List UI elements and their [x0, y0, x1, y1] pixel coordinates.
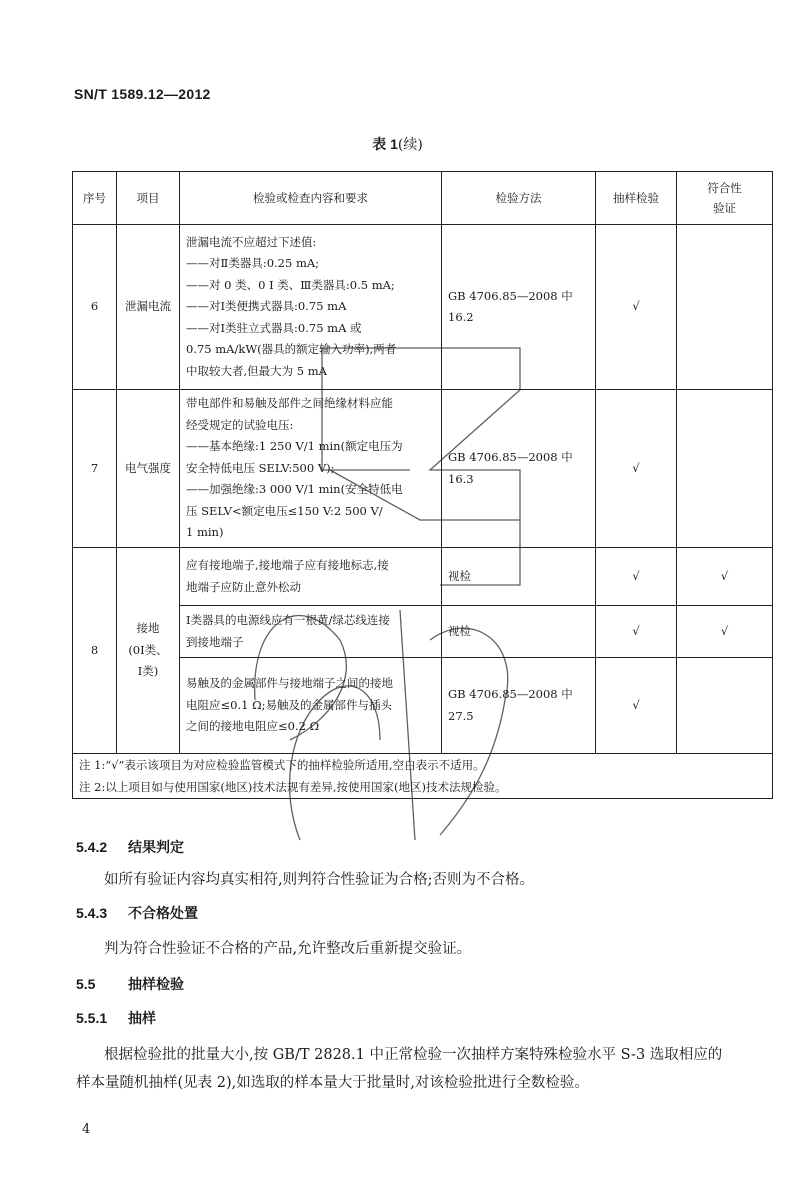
method-line: GB 4706.85—2008 中: [448, 687, 573, 701]
method-line: 16.2: [448, 310, 474, 324]
section-5-4-2-text: [76, 866, 776, 894]
watermark-stroke: [290, 686, 380, 840]
watermark-stroke: [322, 348, 520, 585]
paragraph-text: 判为符合性验证不合格的产品,允许整改后重新提交验证。: [104, 941, 472, 957]
paragraph-line: [76, 1041, 776, 1069]
req-line: 泄漏电流不应超过下述值:: [186, 234, 317, 249]
req-line: 带电部件和易触及部件之间绝缘材料应能: [186, 396, 393, 411]
req-line: ——对Ⅱ类器具:0.25 mA;: [186, 256, 320, 271]
method-line: GB 4706.85—2008 中: [448, 288, 573, 303]
row6-seq: 6: [73, 225, 117, 390]
section-number: 5.5.1: [76, 1010, 108, 1026]
col-conformity-header-line2: 验证: [713, 201, 736, 215]
table-caption-title: 表 1: [372, 136, 398, 152]
row7-item: 电气强度: [117, 390, 180, 548]
page-number: 4: [82, 1122, 91, 1137]
req-line: 应有接地端子,接地端子应有接地标志,接: [186, 558, 389, 572]
section-title: 抽样检验: [128, 976, 184, 992]
row8b-conformity-check: √: [677, 606, 773, 658]
row8c-sampling-check: √: [596, 658, 677, 754]
item-line: (0Ⅰ类、: [128, 642, 168, 657]
req-line: 1 min): [186, 525, 224, 540]
section-5-5-1-text: [76, 1041, 776, 1097]
row8b-method: 视检: [442, 606, 596, 658]
method-line: 27.5: [448, 708, 474, 723]
col-method-header: 检验方法: [442, 172, 596, 225]
req-line: 之间的接地电阻应≤0.2 Ω: [186, 719, 320, 734]
section-title: 不合格处置: [128, 905, 198, 921]
req-line: 地端子应防止意外松动: [186, 579, 301, 594]
row6-item: 泄漏电流: [117, 225, 180, 390]
section-5-4-3-heading: [76, 903, 198, 923]
section-5-4-3-text: [76, 935, 776, 963]
col-seq-header: 序号: [73, 172, 117, 225]
row7-sampling-check: √: [596, 390, 677, 548]
section-number: 5.4.2: [76, 839, 108, 855]
section-5-5-heading: [76, 974, 184, 994]
item-line: 接地: [136, 621, 160, 636]
col-sampling-header: 抽样检验: [596, 172, 677, 225]
table-note-2: 注 2:以上项目如与使用国家(地区)技术法规有差异,按使用国家(地区)技术法规检验。: [79, 780, 507, 794]
req-line: 易触及的金属部件与接地端子之间的接地: [186, 676, 393, 691]
paragraph-text: 根据检验批的批量大小,按 GB/T 2828.1 中正常检验一次抽样方案特殊检验水平 S-3 选取相应的: [104, 1047, 723, 1063]
item-line: Ⅰ类): [137, 664, 159, 679]
row7-seq: 7: [73, 390, 117, 548]
row8a-sampling-check: √: [596, 548, 677, 606]
col-conformity-header-line1: 符合性: [707, 181, 742, 195]
req-line: Ⅰ类器具的电源线应有一根黄/绿芯线连接: [186, 613, 390, 627]
req-line: 压 SELV<额定电压≤150 V:2 500 V/: [186, 503, 383, 518]
req-line: 中取较大者,但最大为 5 mA: [186, 363, 327, 378]
document-code: SN/T 1589.12—2012: [74, 86, 211, 102]
watermark-stroke: [255, 616, 347, 740]
req-line: ——对Ⅰ类驻立式器具:0.75 mA 或: [186, 320, 362, 335]
req-line: 到接地端子: [186, 634, 244, 649]
req-line: ——基本绝缘:1 250 V/1 min(额定电压为: [186, 439, 403, 454]
row8a-method: 视检: [442, 548, 596, 606]
col-content-header: 检验或检查内容和要求: [180, 172, 442, 225]
paragraph-line: 样本量随机抽样(见表 2),如选取的样本量大于批量时,对该检验批进行全数检验。: [76, 1075, 589, 1091]
section-number: 5.4.3: [76, 905, 108, 921]
watermark-stroke: [430, 628, 508, 835]
watermark-stroke: [322, 348, 410, 470]
row8b-sampling-check: √: [596, 606, 677, 658]
section-title: 结果判定: [128, 839, 184, 855]
watermark-stroke: [400, 610, 415, 840]
section-title: 抽样: [128, 1010, 156, 1026]
table-note-1: 注 1:“√”表示该项目为对应检验监管模式下的抽样检验所适用,空白表示不适用。: [79, 758, 485, 772]
section-number: 5.5: [76, 976, 96, 992]
req-line: ——对 0 类、0 Ⅰ 类、Ⅲ类器具:0.5 mA;: [186, 277, 395, 292]
req-line: ——对Ⅰ类便携式器具:0.75 mA: [186, 299, 347, 314]
section-5-4-2-heading: [76, 837, 184, 857]
col-item-header: 项目: [117, 172, 180, 225]
row8-seq: 8: [73, 548, 117, 754]
row6-sampling-check: √: [596, 225, 677, 390]
method-line: GB 4706.85—2008 中: [448, 450, 573, 464]
paragraph-text: 如所有验证内容均真实相符,则判符合性验证为合格;否则为不合格。: [104, 872, 534, 888]
table-caption-suffix: (续): [397, 137, 423, 153]
req-line: 电阻应≤0.1 Ω;易触及的金属部件与插头: [186, 697, 392, 712]
req-line: ——加强绝缘:3 000 V/1 min(安全特低电: [186, 482, 403, 497]
req-line: 经受规定的试验电压:: [186, 417, 294, 432]
section-5-5-1-heading: [76, 1008, 156, 1028]
req-line: 0.75 mA/kW(器具的额定输入功率),两者: [186, 342, 397, 357]
method-line: 16.3: [448, 471, 474, 486]
req-line: 安全特低电压 SELV:500 V);: [186, 460, 335, 475]
row8a-conformity-check: √: [677, 548, 773, 606]
watermark-stroke: [330, 470, 520, 520]
